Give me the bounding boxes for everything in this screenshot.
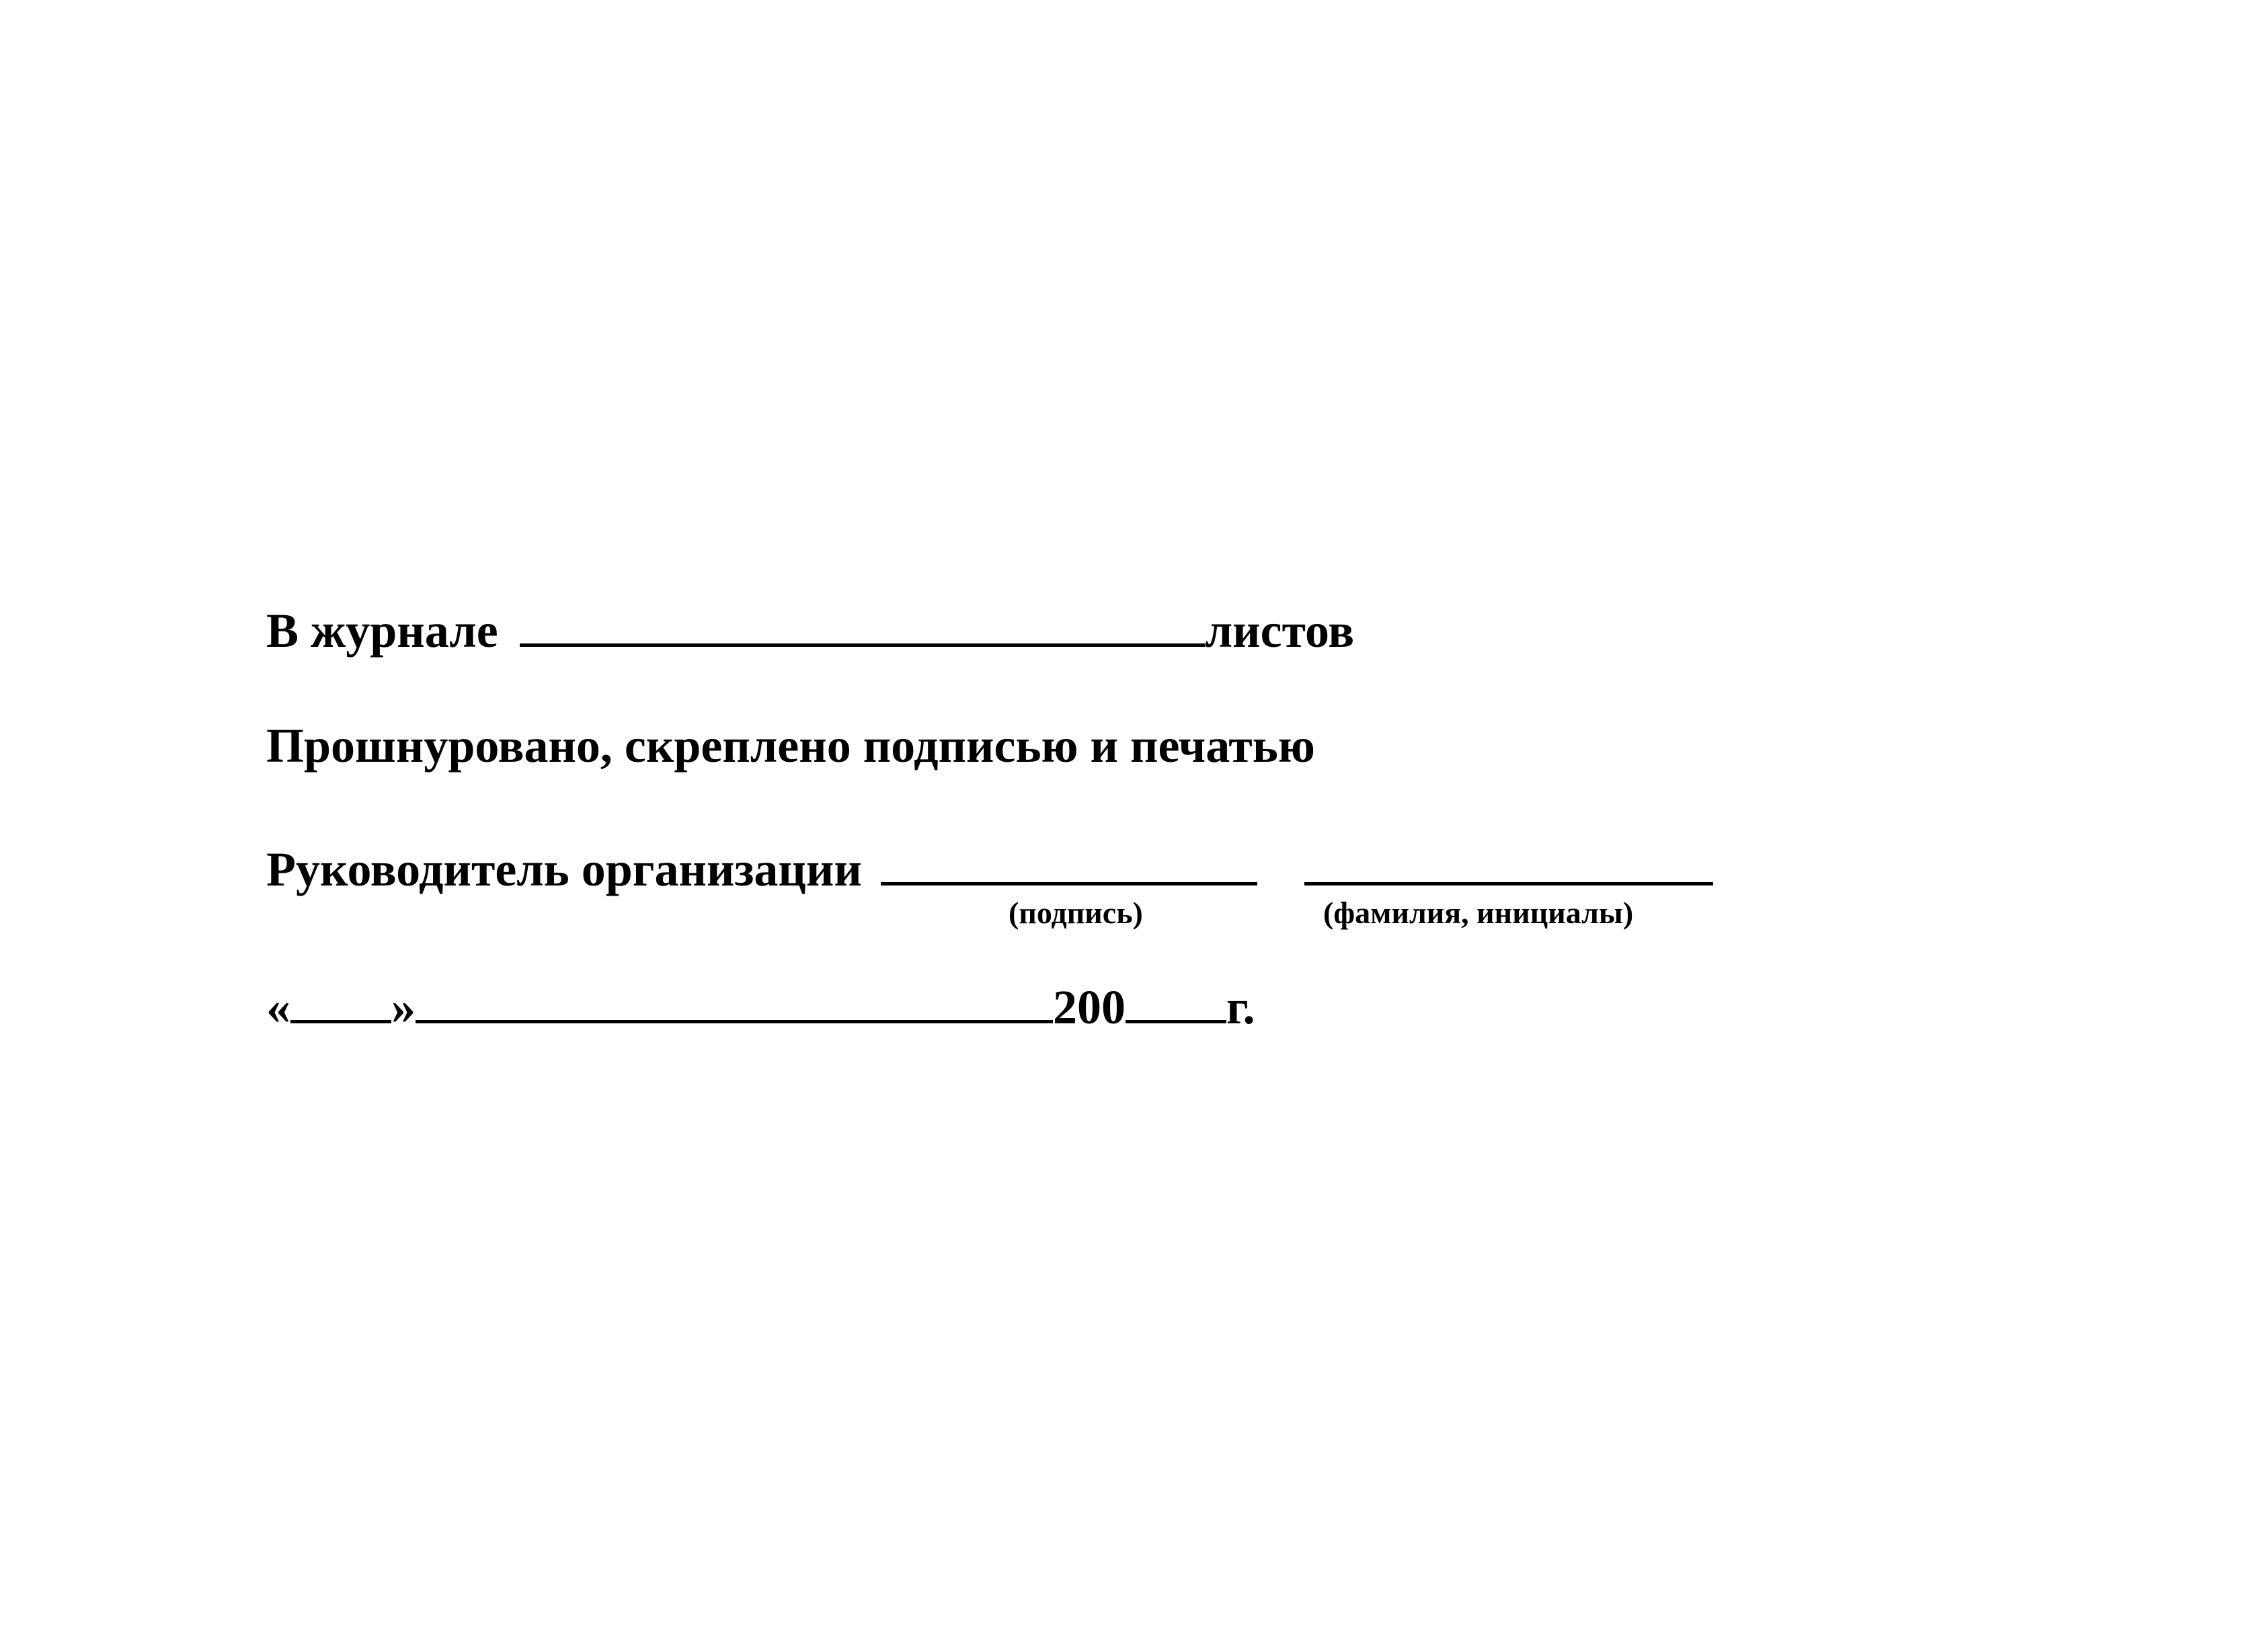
sheets-count-prefix: В журнале [266, 604, 498, 658]
head-of-organization-line [266, 840, 1713, 894]
year-field[interactable] [1126, 978, 1226, 1023]
date-close-quote: » [391, 980, 416, 1034]
head-of-organization-label: Руководитель организации [266, 842, 862, 896]
sheets-count-field[interactable] [520, 602, 1206, 647]
sheets-count-suffix: листов [1205, 604, 1355, 658]
signature-field[interactable] [881, 840, 1257, 886]
year-prefix: 200 [1053, 980, 1126, 1034]
name-initials-field[interactable] [1304, 840, 1713, 886]
year-suffix: г. [1226, 980, 1255, 1034]
day-field[interactable] [290, 978, 391, 1023]
laced-sealed-statement [266, 719, 1315, 773]
date-line [266, 978, 1255, 1034]
name-initials-caption: (фамилия, инициалы) [1323, 896, 1634, 930]
laced-sealed-text: Прошнуровано, скреплено подписью и печатью [266, 719, 1315, 773]
month-field[interactable] [416, 978, 1053, 1023]
signature-caption: (подпись) [1009, 896, 1143, 930]
sheets-count-line [266, 602, 1355, 658]
date-open-quote: « [266, 980, 290, 1034]
